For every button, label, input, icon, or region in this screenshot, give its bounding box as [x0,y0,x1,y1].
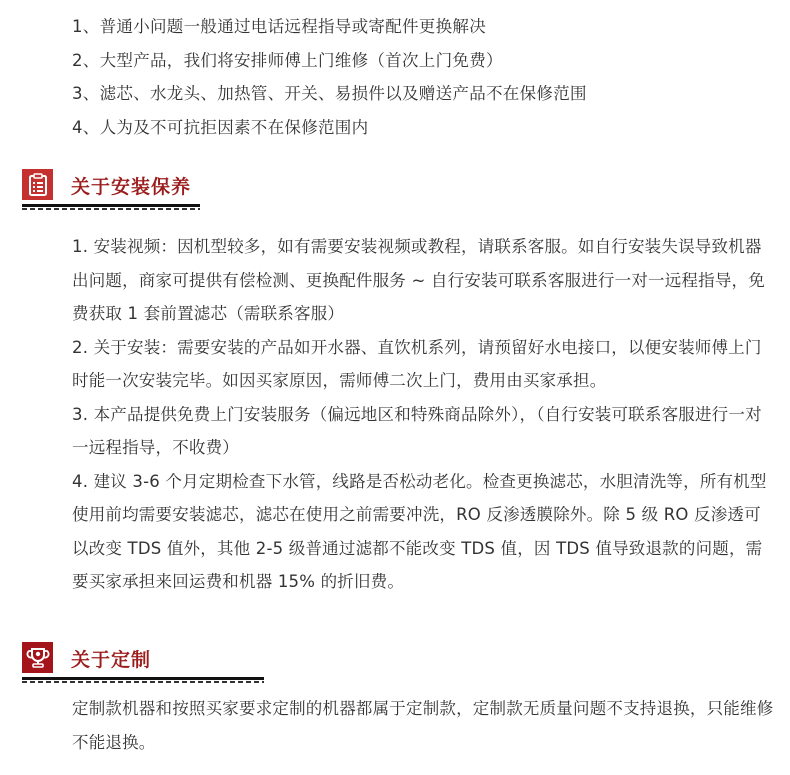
trophy-icon [22,642,53,673]
install-paragraph: 1. 安装视频：因机型较多，如有需要安装视频或教程，请联系客服。如自行安装失误导致机器出问题，商家可提供有偿检测、更换配件服务 ~ 自行安装可联系客服进行一对一远程指导，免费获取 1 套前置滤芯（需联系客服） [72,237,765,323]
install-paragraph: 3. 本产品提供免费上门安装服务（偏远地区和特殊商品除外），（自行安装可联系客服进行一对一远程指导，不收费） [72,404,762,457]
custom-section-header [22,642,267,684]
section-title: 关于定制 [71,649,152,671]
custom-section-body [72,692,777,759]
warranty-item: 1、普通小问题一般通过电话远程指导或寄配件更换解决 [72,17,486,36]
warranty-list [72,10,587,144]
section-divider [22,204,200,211]
install-section-body [72,230,777,599]
custom-paragraph: 定制款机器和按照买家要求定制的机器都属于定制款，定制款无质量问题不支持退换，只能维修不能退换。 [72,699,774,752]
section-divider [22,677,264,684]
install-paragraph: 4. 建议 3-6 个月定期检查下水管，线路是否松动老化。检查更换滤芯，水胆清洗等，所有机型使用前均需要安装滤芯，滤芯在使用之前需要冲洗，RO 反渗透膜除外。除 5 级 RO 反渗透可以改变 TDS 值外，其他 2-5 级普通过滤都不能改变 TDS 值，因 TDS 值导致退款的问题，需要买家承担来回运费和机器 15% 的折旧费。 [72,471,767,591]
section-title: 关于安装保养 [71,176,192,198]
warranty-item: 4、人为及不可抗拒因素不在保修范围内 [72,117,369,137]
clipboard-list-icon [22,169,53,200]
install-section-header [22,169,204,211]
install-paragraph: 2. 关于安装：需要安装的产品如开水器、直饮机系列，请预留好水电接口，以便安装师傅上门时能一次安装完毕。如因买家原因，需师傅二次上门，费用由买家承担。 [72,337,762,390]
warranty-item: 2、大型产品，我们将安排师傅上门维修（首次上门免费） [72,50,503,70]
warranty-item: 3、滤芯、水龙头、加热管、开关、易损件以及赠送产品不在保修范围 [72,84,587,103]
